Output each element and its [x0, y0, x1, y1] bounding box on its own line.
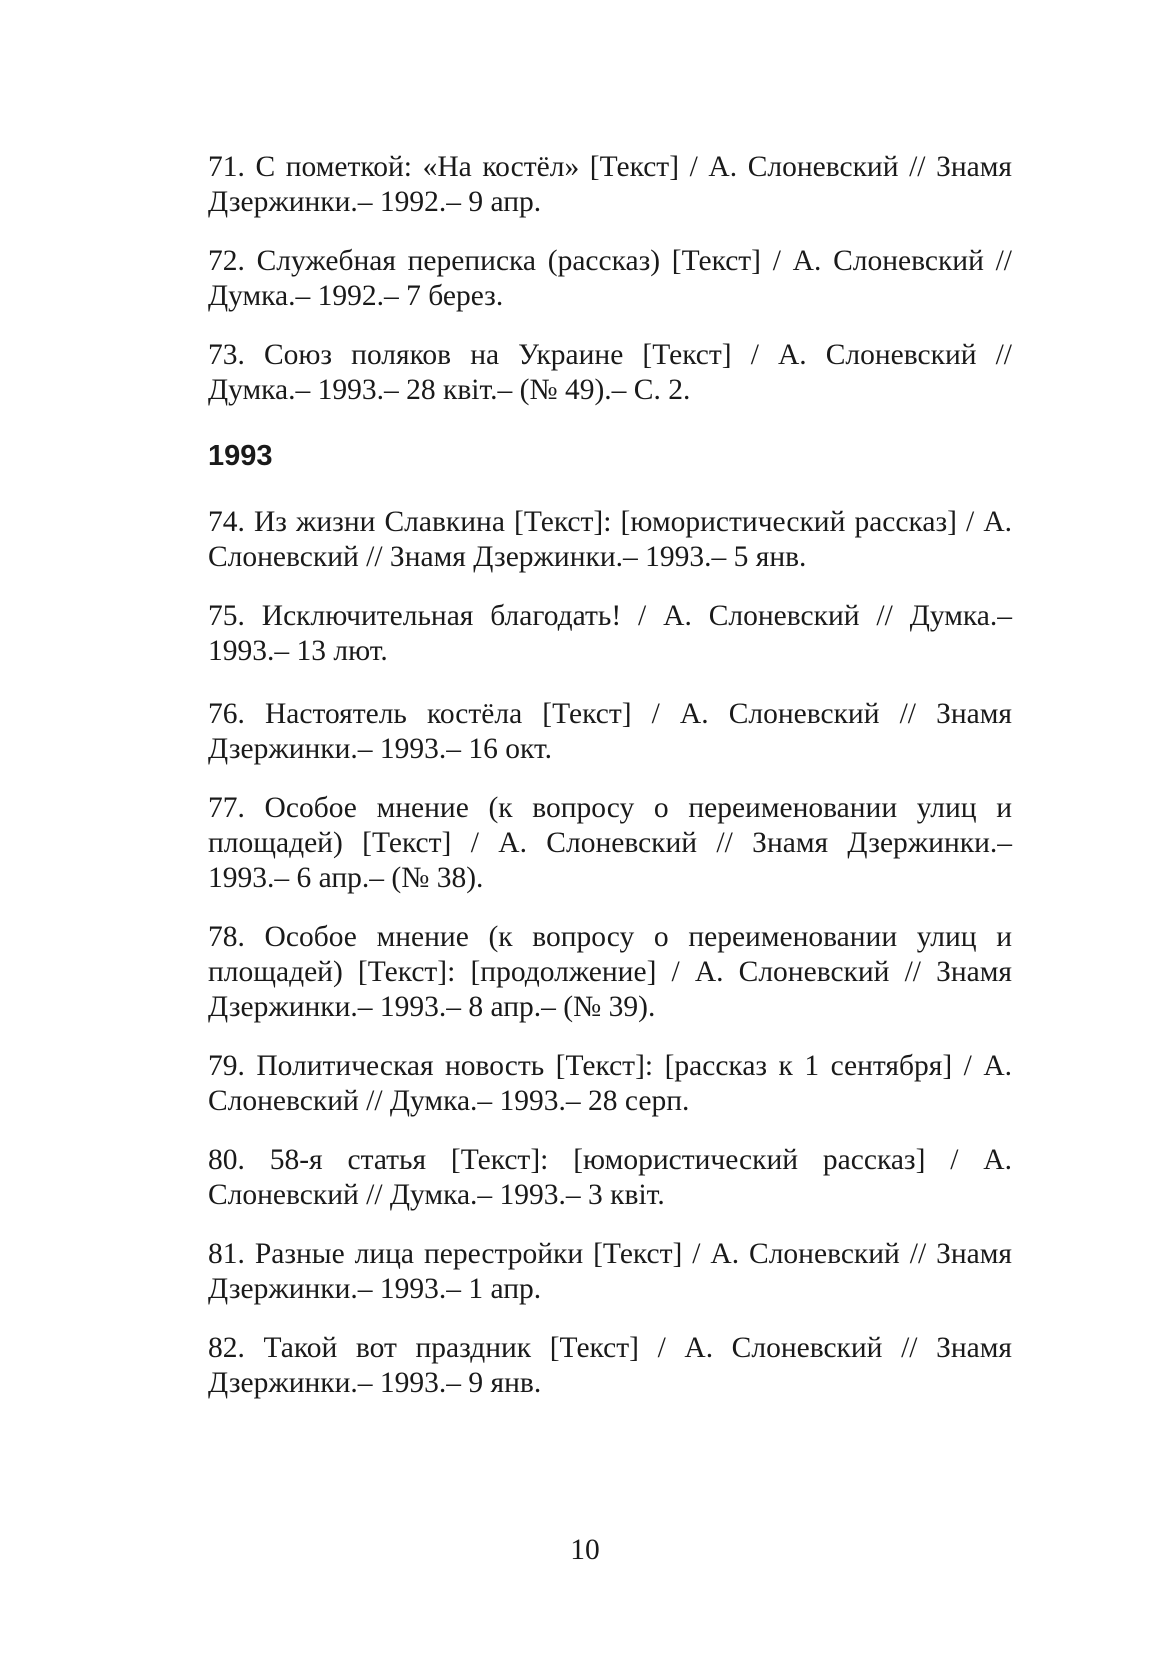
bibliography-entry: 71. С пометкой: «На костёл» [Текст] / А. Слоневский // Знамя Дзержинки.– 1992.– 9 апр. — [208, 151, 1012, 218]
page-number: 10 — [570, 1534, 600, 1566]
section-heading-year: 1993 — [208, 440, 273, 472]
bibliography-entry: 78. Особое мнение (к вопросу о переименовании улиц и площадей) [Текст]: [продолжение] / А. Слоневский // Знамя Дзержинки.– 1993.– 8 апр.– (№ 39). — [208, 921, 1012, 1023]
bibliography-entry: 76. Настоятель костёла [Текст] / А. Слоневский // Знамя Дзержинки.– 1993.– 16 окт. — [208, 698, 1012, 765]
bibliography-entry: 81. Разные лица перестройки [Текст] / А. Слоневский // Знамя Дзержинки.– 1993.– 1 апр. — [208, 1238, 1012, 1305]
bibliography-entry: 74. Из жизни Славкина [Текст]: [юмористический рассказ] / А. Слоневский // Знамя Дзержинки.– 1993.– 5 янв. — [208, 506, 1012, 573]
bibliography-entry: 75. Исключительная благодать! / А. Слоневский // Думка.– 1993.– 13 лют. — [208, 600, 1012, 667]
document-page — [208, 150, 1012, 1401]
bibliography-entry: 80. 58-я статья [Текст]: [юмористический рассказ] / А. Слоневский // Думка.– 1993.– 3 квіт. — [208, 1144, 1012, 1211]
bibliography-entry: 72. Служебная переписка (рассказ) [Текст] / А. Слоневский // Думка.– 1992.– 7 берез. — [208, 245, 1012, 312]
bibliography-entry: 77. Особое мнение (к вопросу о переименовании улиц и площадей) [Текст] / А. Слоневский // Знамя Дзержинки.– 1993.– 6 апр.– (№ 38). — [208, 792, 1012, 894]
bibliography-entry: 79. Политическая новость [Текст]: [рассказ к 1 сентября] / А. Слоневский // Думка.– 1993.– 28 серп. — [208, 1050, 1012, 1117]
bibliography-entry: 73. Союз поляков на Украине [Текст] / А. Слоневский // Думка.– 1993.– 28 квіт.– (№ 49).– С. 2. — [208, 339, 1012, 406]
bibliography-entry: 82. Такой вот праздник [Текст] / А. Слоневский // Знамя Дзержинки.– 1993.– 9 янв. — [208, 1332, 1012, 1399]
